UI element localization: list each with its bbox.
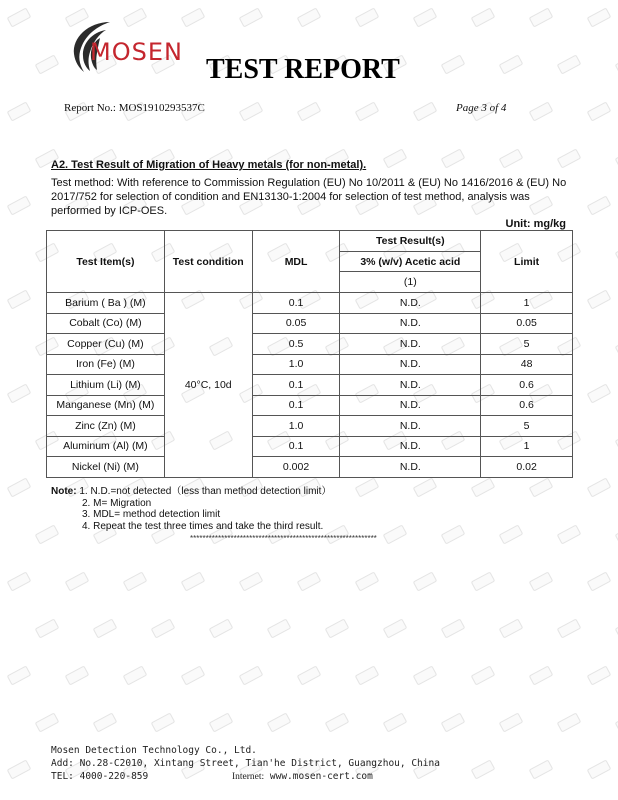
cell-mdl: 0.1 — [252, 293, 340, 314]
notes-label: Note: — [51, 486, 77, 497]
cell-item: Zinc (Zn) (M) — [47, 416, 165, 437]
cell-result: N.D. — [340, 334, 481, 355]
report-number-label: Report No.: — [64, 102, 116, 114]
cell-limit: 0.05 — [481, 313, 573, 334]
cell-limit: 0.6 — [481, 375, 573, 396]
header-test-item: Test Item(s) — [47, 231, 165, 293]
cell-mdl: 1.0 — [252, 416, 340, 437]
note-item: 4. Repeat the test three times and take the third result. — [82, 520, 324, 532]
cell-limit: 0.02 — [481, 457, 573, 478]
logo-text: MOSEN — [90, 38, 183, 66]
cell-result: N.D. — [340, 375, 481, 396]
cell-result: N.D. — [340, 416, 481, 437]
table-row — [47, 334, 573, 355]
test-method-text: Test method: With reference to Commission Regulation (EU) No 10/2011 & (EU) No 1416/2016 & (EU) No 2017/752 for selection of condition and EN13130-1:2004 for selection of test method, analysis was performed by ICP-OES. — [51, 177, 567, 217]
cell-limit: 1 — [481, 293, 573, 314]
cell-mdl: 0.5 — [252, 334, 340, 355]
cell-result: N.D. — [340, 293, 481, 314]
cell-limit: 1 — [481, 436, 573, 457]
report-number-value: MOS1910293537C — [118, 102, 205, 114]
cell-limit: 48 — [481, 354, 573, 375]
cell-limit: 5 — [481, 334, 573, 355]
table-row — [47, 375, 573, 396]
footer-address: Add: No.28-C2010, Xintang Street, Tian'he District, Guangzhou, China — [51, 758, 440, 769]
header-simulant: 3% (w/v) Acetic acid — [340, 252, 481, 272]
cell-mdl: 0.1 — [252, 395, 340, 416]
report-title: TEST REPORT — [206, 54, 400, 85]
cell-mdl: 0.002 — [252, 457, 340, 478]
results-table — [46, 230, 573, 478]
page-indicator: Page 3 of 4 — [456, 102, 507, 114]
header-test-results: Test Result(s) — [340, 231, 481, 252]
cell-item: Aluminum (Al) (M) — [47, 436, 165, 457]
footer — [51, 744, 440, 784]
cell-item: Cobalt (Co) (M) — [47, 313, 165, 334]
cell-mdl: 1.0 — [252, 354, 340, 375]
cell-mdl: 0.05 — [252, 313, 340, 334]
table-row — [47, 416, 573, 437]
cell-result: N.D. — [340, 457, 481, 478]
cell-result: N.D. — [340, 436, 481, 457]
footer-internet-label: Internet: — [231, 772, 265, 782]
note-item: 3. MDL= method detection limit — [82, 509, 221, 520]
cell-item: Iron (Fe) (M) — [47, 354, 165, 375]
header-mdl: MDL — [252, 231, 340, 293]
note-item: 1. N.D.=not detected（less than method detection limit） — [79, 486, 332, 497]
cell-item: Nickel (Ni) (M) — [47, 457, 165, 478]
note-item: 2. M= Migration — [82, 497, 152, 509]
cell-mdl: 0.1 — [252, 375, 340, 396]
table-row — [47, 395, 573, 416]
table-row — [47, 293, 573, 314]
header-limit: Limit — [481, 231, 573, 293]
unit-label: Unit: mg/kg — [505, 218, 566, 230]
table-row — [47, 457, 573, 478]
cell-item: Copper (Cu) (M) — [47, 334, 165, 355]
cell-limit: 5 — [481, 416, 573, 437]
table-row — [47, 313, 573, 334]
cell-result: N.D. — [340, 313, 481, 334]
footer-company: Mosen Detection Technology Co., Ltd. — [51, 745, 257, 756]
report-number — [64, 102, 205, 114]
cell-item: Manganese (Mn) (M) — [47, 395, 165, 416]
mosen-logo — [66, 18, 196, 74]
notes-block — [51, 486, 331, 532]
footer-internet-link[interactable]: www.mosen-cert.com — [269, 771, 373, 782]
header-sample-no: (1) — [340, 272, 481, 293]
header-test-condition: Test condition — [164, 231, 252, 293]
cell-result: N.D. — [340, 354, 481, 375]
end-of-section-marker: ************************************************************ — [190, 534, 377, 543]
cell-limit: 0.6 — [481, 395, 573, 416]
table-row — [47, 436, 573, 457]
cell-result: N.D. — [340, 395, 481, 416]
section-title: A2. Test Result of Migration of Heavy metals (for non-metal). — [51, 159, 367, 171]
cell-item: Barium ( Ba ) (M) — [47, 293, 165, 314]
table-row — [47, 354, 573, 375]
cell-condition: 40°C, 10d — [164, 293, 252, 478]
cell-item: Lithium (Li) (M) — [47, 375, 165, 396]
footer-tel: TEL: 4000-220-859 — [51, 771, 149, 782]
cell-mdl: 0.1 — [252, 436, 340, 457]
